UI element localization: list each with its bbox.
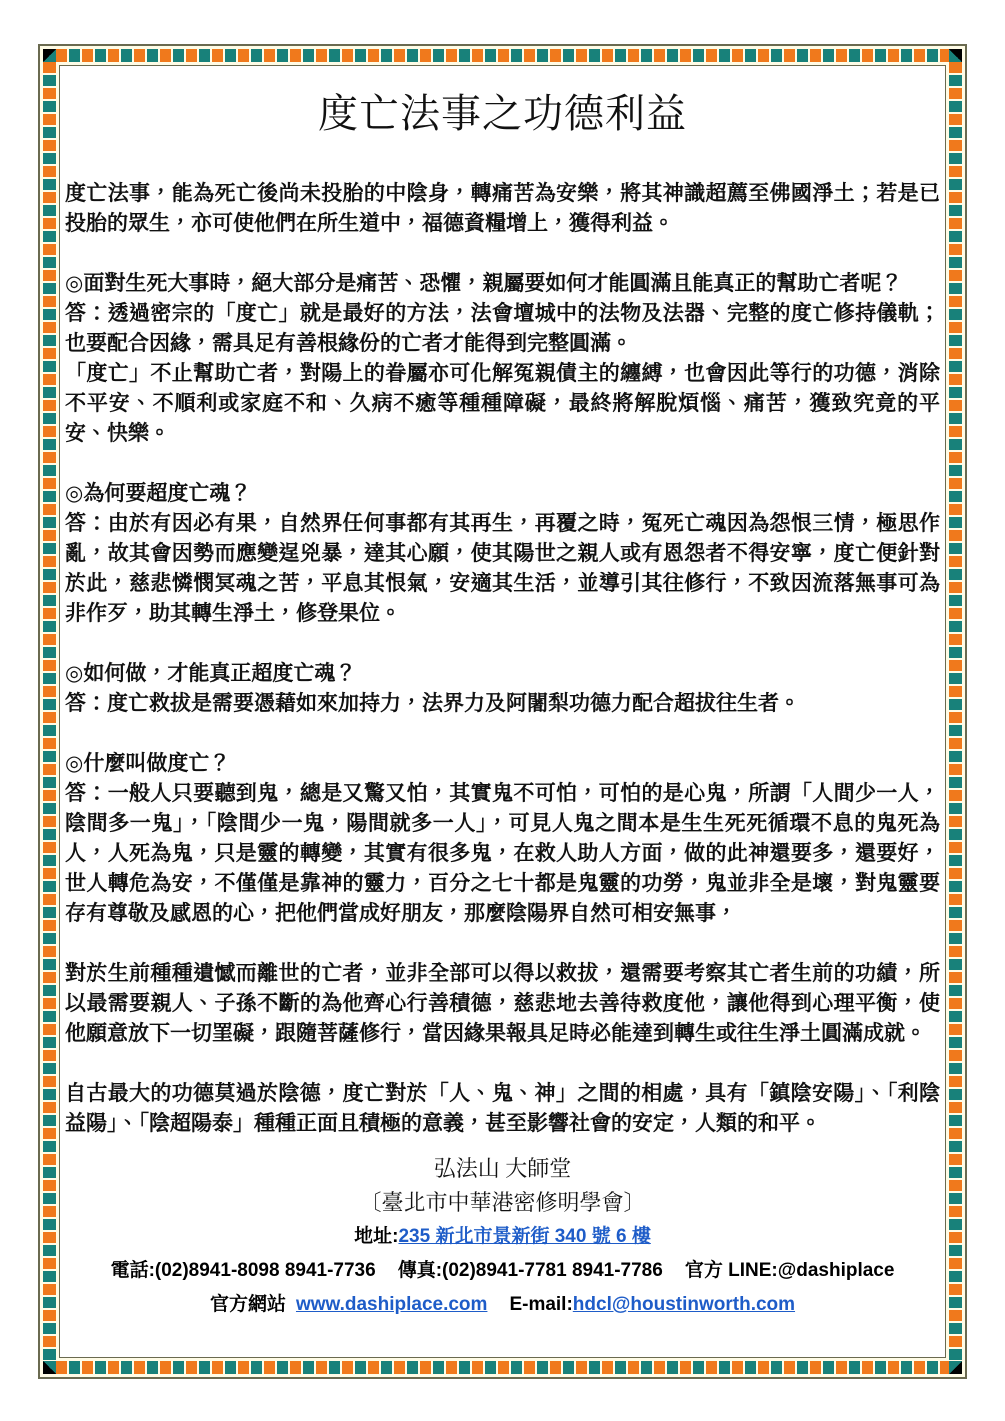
border-corner-top-left <box>43 49 56 62</box>
closing-paragraph-2: 自古最大的功德莫過於陰德，度亡對於「人、鬼、神」之間的相處，具有「鎮陰安陽」、「利陰益陽」、「陰超陽泰」種種正面且積極的意義，甚至影響社會的安定，人類的和平。 <box>65 1081 940 1135</box>
web-email-line <box>65 1288 940 1322</box>
intro-paragraph: 度亡法事，能為死亡後尚未投胎的中陰身，轉痛苦為安樂，將其神識超薦至佛國淨土；若是已投胎的眾生，亦可使他們在所生道中，福德資糧增上，獲得利益。 <box>65 181 940 235</box>
organization-subtitle: 〔臺北市中華港密修明學會〕 <box>359 1190 646 1215</box>
border-corner-bottom-right <box>949 1361 962 1374</box>
phone-fax-line <box>65 1254 940 1288</box>
border-checker-left <box>43 49 56 1374</box>
answer-1-part-1: 答：透過密宗的「度亡」就是最好的方法，法會壇城中的法物及法器、完整的度亡修持儀軌；也要配合因緣，需具足有善根緣份的亡者才能得到完整圓滿。 <box>65 301 940 355</box>
email-link[interactable]: hdcl@houstinworth.com <box>572 1294 796 1315</box>
address-line <box>65 1220 940 1254</box>
answer-4: 答：一般人只要聽到鬼，總是又驚又怕，其實鬼不可怕，可怕的是心鬼，所謂「人間少一人，陰間多一鬼」，「陰間少一鬼，陽間就多一人」，可見人鬼之間本是生生死死循環不息的鬼死為人，人死為鬼，只是靈的轉變，其實有很多鬼，在救人助人方面，做的此神還要多，還要好，世人轉危為安，不僅僅是靠神的靈力，百分之七十都是鬼靈的功勞，鬼並非全是壞，對鬼靈要存有尊敬及感恩的心，把他們當成好朋友，那麼陰陽界自然可相安無事， <box>65 781 940 925</box>
answer-3: 答：度亡救拔是需要憑藉如來加持力，法界力及阿闍梨功德力配合超拔往生者。 <box>65 691 800 715</box>
question-3: ◎如何做，才能真正超度亡魂？ <box>65 661 357 685</box>
address-link[interactable]: 235 新北市景新街 340 號 6 樓 <box>398 1226 651 1247</box>
border-checker-top <box>43 49 962 62</box>
answer-2: 答：由於有因必有果，自然界任何事都有其再生，再覆之時，冤死亡魂因為怨恨三情，極思作亂，故其會因勢而應變逞兇暴，達其心願，使其陽世之親人或有恩怨者不得安寧，度亡便針對於此，慈悲憐憫冥魂之苦，平息其恨氣，安適其生活，並導引其往修行，不致因流落無事可為非作歹，助其轉生淨土，修登果位。 <box>65 511 940 625</box>
organization-name: 弘法山 大師堂 <box>433 1156 572 1181</box>
border-checker-right <box>949 49 962 1374</box>
closing-paragraph-1: 對於生前種種遺憾而離世的亡者，並非全部可以得以救拔，還需要考察其亡者生前的功績，所以最需要親人、子孫不斷的為他齊心行善積德，慈悲地去善待救度他，讓他得到心理平衡，使他願意放下一切罣礙，跟隨菩薩修行，當因緣果報具足時必能達到轉生或往生淨土圓滿成就。 <box>65 961 940 1045</box>
question-1: ◎面對生死大事時，絕大部分是痛苦、恐懼，親屬要如何才能圓滿且能真正的幫助亡者呢？ <box>65 271 903 295</box>
content-area <box>59 65 946 1358</box>
border-corner-top-right <box>949 49 962 62</box>
website-link[interactable]: www.dashiplace.com <box>295 1294 488 1315</box>
phone-number: 電話:(02)8941-8098 8941-7736 <box>110 1260 376 1281</box>
page-border-frame <box>38 44 967 1379</box>
question-4: ◎什麼叫做度亡？ <box>65 751 231 775</box>
page-title: 度亡法事之功德利益 <box>318 91 687 136</box>
website-label: 官方網站 <box>209 1294 286 1315</box>
line-id: 官方 LINE:@dashiplace <box>684 1260 895 1281</box>
address-label: 地址: <box>354 1226 399 1247</box>
border-checker-bottom <box>43 1361 962 1374</box>
fax-number: 傳真:(02)8941-7781 8941-7786 <box>397 1260 663 1281</box>
answer-1-part-2: 「度亡」不止幫助亡者，對陽上的眷屬亦可化解冤親債主的纏縛，也會因此等行的功德，消除不平安、不順利或家庭不和、久病不癒等種種障礙，最終將解脫煩惱、痛苦，獲致究竟的平安、快樂。 <box>65 361 940 445</box>
border-corner-bottom-left <box>43 1361 56 1374</box>
footer <box>65 1152 940 1322</box>
email-label: E-mail: <box>509 1294 573 1315</box>
question-2: ◎為何要超度亡魂？ <box>65 481 252 505</box>
